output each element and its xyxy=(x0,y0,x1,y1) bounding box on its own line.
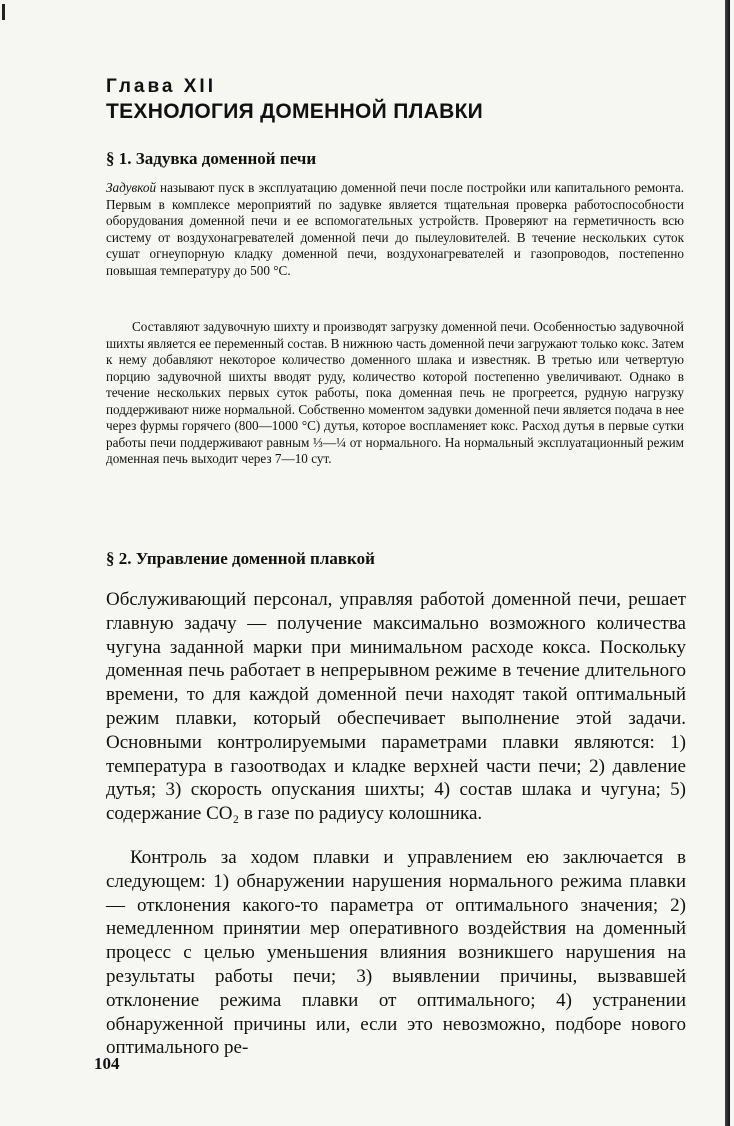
section-1-paragraph-2 xyxy=(106,319,684,468)
section-2-paragraph-1-text: Обслуживающий персонал, управляя работой доменной печи, решает главную задачу — получение максимально возможного количества чугуна заданной марки при минимальном расходе кокса. Поскольку доменная печь работает в непрерывном режиме в течение длительного времени, то для каждой доменной печи находят такой оптимальный режим плавки, который обеспечивает выполнение этой задачи. Основными контролируемыми параметрами плавки являются: 1) температура в газоотводах и кладке верхней части печи; 2) давление дутья; 3) скорость опускания шихты; 4) состав шлака и чугуна; 5) содержание CO₂ в газе по радиусу колошника. xyxy=(106,589,686,825)
section-1-paragraph-1-text: называют пуск в эксплуатацию доменной печи после постройки или капитального ремонта. Первым в комплексе мероприятий по задувке является тщательная проверка работоспособности оборудования доменной печи и ее вспомогательных устройств. Проверяют на герметичность всю систему от воздухонагревателей доменной печи до пылеуловителей. В течение нескольких суток сушат огнеупорную кладку доменной печи, воздухонагревателей и газопроводов, постепенно повышая температуру до 500 °С. xyxy=(106,180,684,278)
section-2-paragraph-1 xyxy=(106,588,686,826)
chapter-title: ТЕХНОЛОГИЯ ДОМЕННОЙ ПЛАВКИ xyxy=(106,100,484,123)
section-1-paragraph-1 xyxy=(106,180,684,279)
term-zaduvka: Задувкой xyxy=(106,180,157,195)
page-number: 104 xyxy=(94,1054,120,1073)
section-1-heading: § 1. Задувка доменной печи xyxy=(106,149,317,168)
scan-page-edge xyxy=(725,0,730,1126)
section-2-paragraph-2 xyxy=(106,846,686,1060)
scan-corner-mark xyxy=(2,4,5,20)
section-2-paragraph-2-text: Контроль за ходом плавки и управлением ею заключается в следующем: 1) обнаружении нарушения нормального режима плавки — отклонения какого-то параметра от оптимального значения; 2) немедленном принятии мер оперативного воздействия на доменный процесс с целью уменьшения влияния возникшего нарушения на результаты работы печи; 3) выявлении причины, вызвавшей отклонение режима плавки от оптимального; 4) устранении обнаруженной причины или, если это невозможно, подборе нового оптимального ре- xyxy=(106,847,686,1059)
chapter-label: Глава XII xyxy=(106,76,216,97)
section-1-paragraph-2-text: Составляют задувочную шихту и производят загрузку доменной печи. Особенностью задувочной шихты является ее переменный состав. В нижнюю часть доменной печи загружают только кокс. Затем к нему добавляют некоторое количество доменного шлака и известняк. В третью или четвертую порцию задувочной шихты вводят руду, количество которой постепенно увеличивают. Однако в течение нескольких первых суток работы, пока доменная печь не прогреется, рудную нагрузку поддерживают ниже нормальной. Собственно моментом задувки доменной печи является подача в нее через фурмы горячего (800—1000 °С) дутья, которое воспламеняет кокс. Расход дутья в первые сутки работы печи поддерживают равным ⅓—¼ от нормального. На нормальный эксплуатационный режим доменная печь выходит через 7—10 сут. xyxy=(106,319,684,466)
section-2-heading: § 2. Управление доменной плавкой xyxy=(106,549,375,568)
